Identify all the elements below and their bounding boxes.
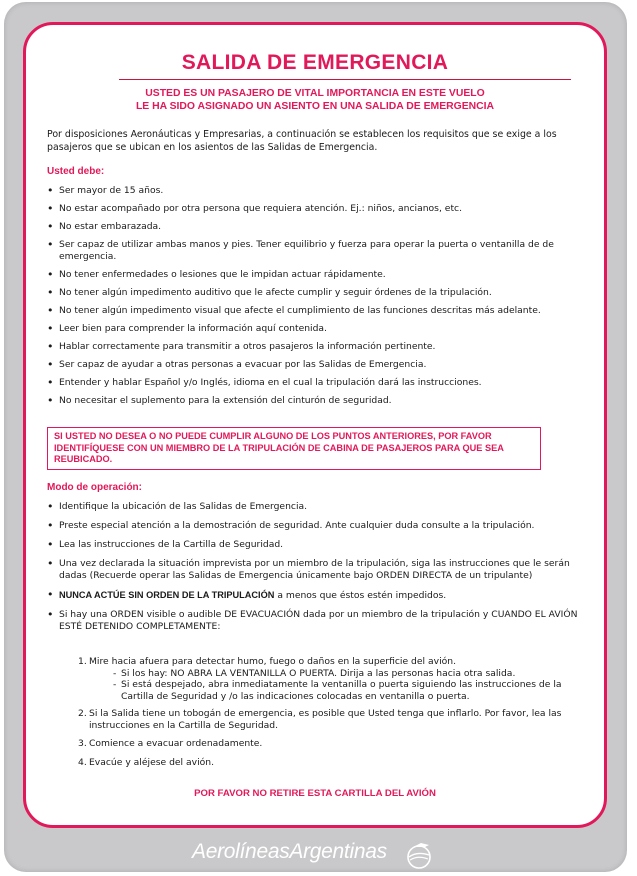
step-text: Evacúe y aléjese del avión. <box>89 756 215 768</box>
evacuation-steps <box>78 656 578 768</box>
sub-item: - Si los hay: NO ABRA LA VENTANILLA O PUERTA. Dirija a las personas hacia otra salida. <box>89 668 578 680</box>
requirements-list <box>47 185 587 413</box>
list-item: • Lea las instrucciones de la Cartilla de Seguridad. <box>47 539 587 551</box>
list-item: • Preste especial atención a la demostración de seguridad. Ante cualquier duda consulte a la tripulación. <box>47 520 587 532</box>
content-panel <box>23 22 607 828</box>
list-item: • No estar acompañado por otra persona que requiera atención. Ej.: niños, ancianos, etc. <box>47 203 587 215</box>
step-number: 4. <box>78 756 87 768</box>
list-item: • Ser capaz de utilizar ambas manos y pies. Tener equilibrio y fuerza para operar la puerta o ventanilla de de emergencia. <box>47 239 587 263</box>
list-item: • Identifique la ubicación de las Salidas de Emergencia. <box>47 501 587 513</box>
step-item <box>78 738 578 750</box>
list-item: • No necesitar el suplemento para la extensión del cinturón de seguridad. <box>47 395 587 407</box>
condor-logo-icon <box>399 835 439 871</box>
list-item: • No tener enfermedades o lesiones que le impidan actuar rápidamente. <box>47 269 587 281</box>
card-subtitle <box>26 87 604 113</box>
step-number: 3. <box>78 738 87 749</box>
step-text: Mire hacia afuera para detectar humo, fuego o daños en la superficie del avión. <box>89 656 456 667</box>
intro-paragraph: Por disposiciones Aeronáuticas y Empresarias, a continuación se establecen los requisitos que se exige a los pasajeros que se ubican en los asientos de las Salidas de Emergencia. <box>47 129 557 153</box>
sub-item: - Si está despejado, abra inmediatamente la ventanilla o puerta siguiendo las instrucciones de la Cartilla de Seguridad y /o las indicaciones colocadas en ventanilla o puerta. <box>89 679 578 702</box>
list-item: • No tener algún impedimento visual que afecte el cumplimiento de las funciones descritas más adelante. <box>47 305 587 317</box>
list-item: • Leer bien para comprender la información aquí contenida. <box>47 323 587 335</box>
step-text: Comience a evacuar ordenadamente. <box>89 738 263 749</box>
step-item <box>78 757 578 769</box>
step-item <box>78 708 578 731</box>
subtitle-line-1: USTED ES UN PASAJERO DE VITAL IMPORTANCIA EN ESTE VUELO <box>145 88 485 99</box>
list-item: • Ser capaz de ayudar a otras personas a evacuar por las Salidas de Emergencia. <box>47 359 587 371</box>
step-number: 1. <box>78 656 87 667</box>
list-item: • Entender y hablar Español y/o Inglés, idioma en el cual la tripulación dará las instrucciones. <box>47 377 587 389</box>
step-number: 2. <box>78 708 87 719</box>
step-sub-items <box>89 668 578 703</box>
list-item-nunca <box>47 589 587 602</box>
safety-card <box>4 2 627 872</box>
subtitle-line-2: LE HA SIDO ASIGNADO UN ASIENTO EN UNA SALIDA DE EMERGENCIA <box>135 101 495 112</box>
step-text: Si la Salida tiene un tobogán de emergencia, es posible que Usted tenga que inflarlo. Por favor, lea las instrucciones en la Cartilla de Seguridad. <box>89 708 562 731</box>
modo-operacion-heading: Modo de operación: <box>47 482 142 493</box>
reseat-warning-box: SI USTED NO DESEA O NO PUEDE CUMPLIR ALGUNO DE LOS PUNTOS ANTERIORES, POR FAVOR IDENTIFÍQUESE CON UN MIEMBRO DE LA TRIPULACIÓN DE CABINA DE PASAJEROS PARA QUE SEA REUBICADO. <box>47 427 541 470</box>
list-item: • Si hay una ORDEN visible o audible DE EVACUACIÓN dada por un miembro de la tripulación y CUANDO EL AVIÓN ESTÉ DETENIDO COMPLETAMENTE: <box>47 609 587 633</box>
usted-debe-heading: Usted debe: <box>47 166 105 177</box>
list-item: • Hablar correctamente para transmitir a otros pasajeros la información pertinente. <box>47 341 587 353</box>
list-item: • No estar embarazada. <box>47 221 587 233</box>
list-item: • No tener algún impedimento auditivo que le afecte cumplir y seguir órdenes de la tripulación. <box>47 287 587 299</box>
list-item: • Ser mayor de 15 años. <box>47 185 587 197</box>
nunca-bold-text: NUNCA ACTÚE SIN ORDEN DE LA TRIPULACIÓN <box>59 590 275 600</box>
list-item: • Una vez declarada la situación imprevista por un miembro de la tripulación, siga las instrucciones que le serán dadas (Recuerde operar las Salidas de Emergencia únicamente bajo ORDEN DIRECTA de un tripulante) <box>47 558 587 582</box>
title-divider <box>119 79 571 80</box>
card-title: SALIDA DE EMERGENCIA <box>181 51 449 74</box>
operation-list <box>47 501 587 633</box>
footer-note: POR FAVOR NO RETIRE ESTA CARTILLA DEL AVIÓN <box>194 788 436 799</box>
nunca-rest-text: a menos que éstos estén impedidos. <box>274 590 447 601</box>
step-item <box>78 656 578 702</box>
airline-logo-text: AerolíneasArgentinas <box>192 840 387 863</box>
